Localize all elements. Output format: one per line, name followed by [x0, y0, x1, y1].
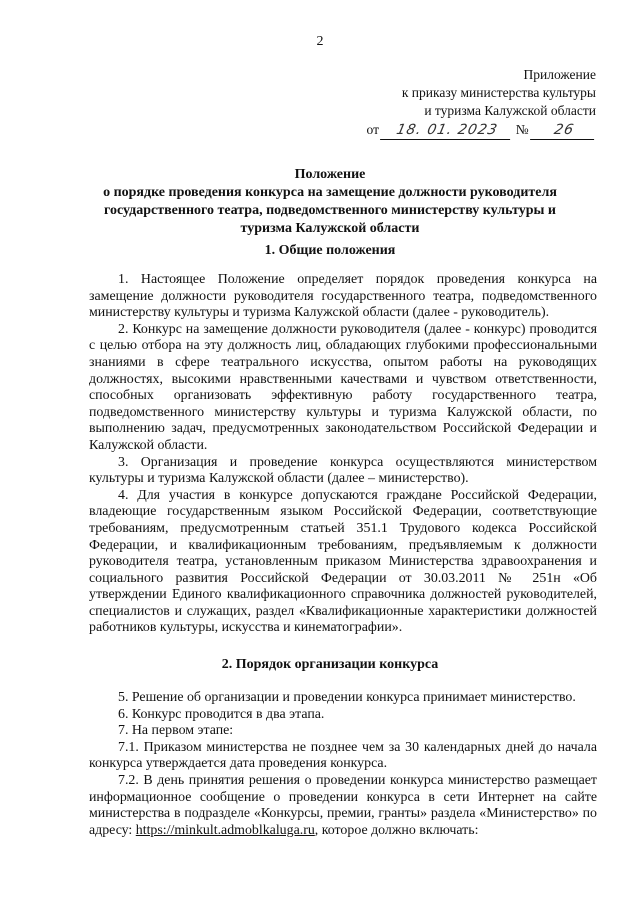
- document-title: [60, 166, 600, 238]
- ministry-website-link[interactable]: https://minkult.admoblkaluga.ru: [135, 822, 315, 838]
- handwritten-date: 18. 01. 2023: [380, 121, 514, 140]
- appendix-ministry-line: и туризма Калужской области: [424, 103, 596, 118]
- paragraph-1: 1. Настоящее Положение определяет порядок проведения конкурса на замещение должности руководителя государственного театра, подведомственного министерству культуры и туризма Калужской области (далее - руководитель).: [89, 272, 597, 321]
- paragraph-6: 6. Конкурс проводится в два этапа.: [118, 706, 325, 722]
- section-1-body: [89, 272, 597, 637]
- title-line-1: Положение: [294, 167, 366, 182]
- paragraph-7: 7. На первом этапе:: [118, 723, 234, 739]
- handwritten-number: 26: [530, 121, 598, 140]
- appendix-order-line: к приказу министерства культуры: [401, 85, 596, 100]
- title-line-3: государственного театра, подведомственного министерству культуры и: [103, 203, 556, 218]
- section-2-heading: 2. Порядок организации конкурса: [221, 657, 439, 672]
- appendix-date-line: [367, 121, 597, 140]
- page-number: 2: [316, 34, 324, 49]
- number-label: №: [515, 122, 529, 137]
- appendix-block: [367, 66, 597, 140]
- paragraph-3: 3. Организация и проведение конкурса осуществляются министерством культуры и туризма Калужской области (далее – министерство).: [89, 454, 597, 487]
- paragraph-7-1: 7.1. Приказом министерства не позднее чем за 30 календарных дней до начала конкурса утверждается дата проведения конкурса.: [89, 739, 597, 772]
- paragraph-2: 2. Конкурс на замещение должности руководителя (далее - конкурс) проводится с целью отбора на эту должность лиц, обладающих глубокими профессиональными знаниями в сфере театрального искусства, опытом работы на руководящих должностях, высокими нравственными качествами и чувством ответственности, способных организовать эффективную работу государственного театра, подведомственного министерству культуры и туризма Калужской области, по выполнению задач, предусмотренных законодательством Российской Федерации и Калужской области.: [89, 321, 597, 453]
- section-1-heading: 1. Общие положения: [264, 243, 396, 258]
- title-line-4: туризма Калужской области: [240, 221, 420, 236]
- paragraph-5: 5. Решение об организации и проведении конкурса принимает министерство.: [118, 690, 576, 705]
- paragraph-7-2: [89, 773, 597, 839]
- from-label: от: [366, 122, 379, 137]
- section-2-body: [89, 690, 597, 839]
- appendix-title: Приложение: [523, 67, 596, 82]
- paragraph-4: 4. Для участия в конкурсе допускаются граждане Российской Федерации, владеющие государственным языком Российской Федерации, соответствующие требованиям, предусмотренным статьей 351.1 Трудового кодекса Российской Федерации, и квалификационным требованиям, предъявляемым к должности руководителя театра, установленным приказом Министерства здравоохранения и социального развития Российской Федерации от 30.03.2011 № 251н «Об утверждении Единого квалификационного справочника должностей руководителей, специалистов и служащих, раздел «Квалификационные характеристики должностей работников культуры, искусства и кинематографии».: [89, 487, 597, 636]
- paragraph-7-2-text: 7.2. В день принятия решения о проведении конкурса министерство размещает информационное сообщение о проведении конкурса в сети Интернет на сайте министерства в подразделе «Конкурсы, премии, гранты» раздела «Министерство» по адресу:: [89, 772, 597, 838]
- paragraph-7-2-tail: , которое должно включать:: [314, 822, 479, 838]
- title-line-2: о порядке проведения конкурса на замещение должности руководителя: [103, 185, 557, 200]
